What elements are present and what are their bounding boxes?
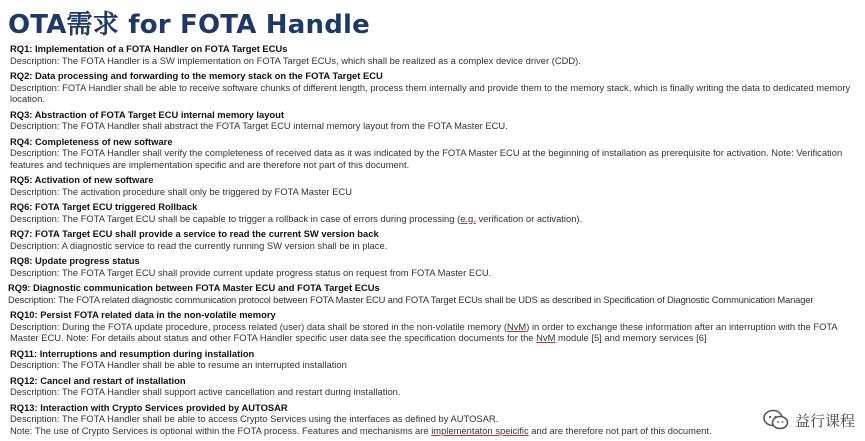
- requirement-note: [10, 425, 862, 437]
- requirement-description: Description: The FOTA Handler is a SW implementation on FOTA Target ECUs, which shall be realized as a complex device driver (CDD).: [10, 54, 581, 66]
- requirement-heading: RQ2: Data processing and forwarding to the memory stack on the FOTA Target ECU: [10, 70, 383, 81]
- requirement-rq4: [10, 136, 862, 171]
- page-title: OTA需求 for FOTA Handle: [8, 10, 370, 40]
- requirement-heading: RQ9: Diagnostic communication between FOTA Master ECU and FOTA Target ECUs: [8, 282, 380, 293]
- description-text: ) in order to exchange these information after an interruption with the FOTA Master ECU. Note: For details about status and other FOTA Handler specific user data see the specification documents for the: [10, 320, 838, 343]
- requirement-heading: RQ5: Activation of new software: [10, 174, 154, 185]
- requirement-rq6: [10, 201, 862, 224]
- requirement-rq2: [10, 70, 862, 105]
- wechat-icon: [763, 409, 789, 431]
- requirement-description: Description: FOTA Handler shall be able to receive software chunks of different length, process them internally and provide them to the memory stack, which is finally writing the data to dedicated memory location.: [10, 81, 851, 104]
- requirement-description: Description: The FOTA Handler shall verify the completeness of received data as it was indicated by the FOTA Master ECU at the beginning of installation as prerequisite for activation. Note: Verification features and techniques are implementation specific and are therefore not part of this document.: [10, 147, 843, 170]
- note-text: and are therefore not part of this document.: [528, 424, 712, 436]
- requirement-description: [10, 321, 862, 344]
- description-text: Description: During the FOTA update procedure, process related (user) data shall be stored in the non-volatile memory (: [10, 320, 507, 332]
- requirement-heading: RQ12: Cancel and restart of installation: [10, 374, 186, 386]
- requirement-heading: RQ6: FOTA Target ECU triggered Rollback: [10, 201, 198, 212]
- requirements-list: [10, 43, 862, 440]
- requirement-rq8: [10, 255, 862, 278]
- underlined-text: e.g.: [460, 212, 476, 224]
- requirement-rq13: [10, 402, 862, 437]
- requirement-description: Description: A diagnostic service to read the currently running SW version shall be in place.: [10, 239, 388, 251]
- requirement-heading: RQ11: Interruptions and resumption during installation: [10, 347, 255, 359]
- requirement-heading: RQ4: Completeness of new software: [10, 135, 173, 147]
- requirement-description: Description: The FOTA Target ECU shall provide current update progress status on request from FOTA Master ECU.: [10, 266, 492, 278]
- requirement-description: [10, 213, 862, 225]
- requirement-rq12: [10, 375, 862, 398]
- watermark: [763, 409, 855, 431]
- requirement-description: Description: The FOTA Handler shall abstract the FOTA Target ECU internal memory layout from the FOTA Master ECU.: [10, 120, 508, 131]
- note-text: Note: The use of Crypto Services is optional within the FOTA process. Features and mechanisms are: [10, 424, 432, 436]
- requirement-description: Description: The FOTA Handler shall support active cancellation and restart during installation.: [10, 386, 401, 397]
- requirement-heading: RQ13: Interaction with Crypto Services provided by AUTOSAR: [10, 401, 288, 413]
- requirement-description: Description: The FOTA related diagnostic communication protocol between FOTA Master ECU and FOTA Target ECUs shall be UDS as described in Specification of Diagnostic Communication Manager: [8, 293, 814, 305]
- requirement-rq5: [10, 174, 862, 197]
- requirement-description: Description: The FOTA Handler shall be able to access Crypto Services using the interfaces as defined by AUTOSAR.: [10, 413, 499, 424]
- requirement-rq1: [10, 43, 862, 66]
- requirement-heading: RQ7: FOTA Target ECU shall provide a service to read the current SW version back: [10, 228, 379, 239]
- watermark-text: 益行课程: [794, 412, 855, 430]
- underlined-text: NvM: [506, 320, 527, 332]
- requirement-heading: RQ8: Update progress status: [10, 255, 140, 266]
- requirement-description: Description: The FOTA Handler shall be able to resume an interrupted installation: [10, 359, 347, 370]
- requirement-rq7: [10, 228, 862, 251]
- requirement-description: Description: The activation procedure shall only be triggered by FOTA Master ECU: [10, 185, 352, 197]
- requirement-rq3: [10, 109, 862, 132]
- requirement-heading: RQ1: Implementation of a FOTA Handler on FOTA Target ECUs: [10, 43, 288, 54]
- description-text: module [5] and memory services [6]: [555, 332, 707, 343]
- requirement-heading: RQ3: Abstraction of FOTA Target ECU internal memory layout: [10, 108, 284, 120]
- description-text: Description: The FOTA Target ECU shall be capable to trigger a rollback in case of errors during processing (: [10, 212, 461, 224]
- underlined-text: NvM: [536, 332, 556, 343]
- requirement-rq10: [10, 309, 862, 344]
- requirement-rq11: [10, 348, 862, 371]
- requirement-heading: RQ10: Persist FOTA related data in the non-volatile memory: [10, 309, 276, 320]
- requirement-rq9: [8, 282, 862, 305]
- underlined-text: implementaton speicific: [431, 424, 529, 436]
- description-text: verification or activation).: [475, 212, 583, 224]
